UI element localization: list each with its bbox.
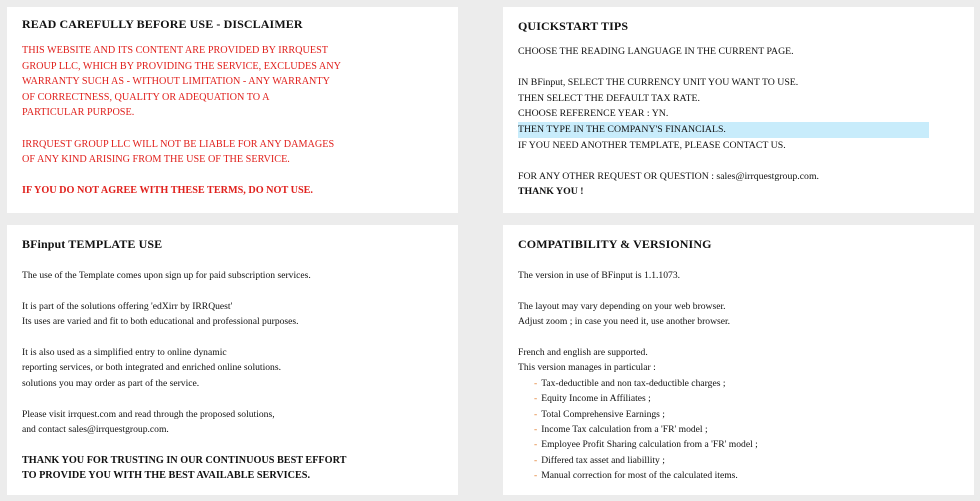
disclaimer-line: OF CORRECTNESS, QUALITY OR ADEQUATION TO A xyxy=(22,91,270,103)
template-line: solutions you may order as part of the service. xyxy=(22,377,200,389)
template-line: It is part of the solutions offering 'edXirr by IRRQuest' xyxy=(22,300,233,312)
bullet-text: Manual correction for most of the calculated items. xyxy=(541,470,738,482)
compat-bullet xyxy=(518,376,758,391)
tips-line: CHOOSE THE READING LANGUAGE IN THE CURRENT PAGE. xyxy=(518,46,794,57)
disclaimer-warning: IF YOU DO NOT AGREE WITH THESE TERMS, DO NOT USE. xyxy=(22,185,313,197)
template-body xyxy=(22,268,346,483)
tips-line: THEN SELECT THE DEFAULT TAX RATE. xyxy=(518,92,700,104)
compat-bullet xyxy=(518,422,758,437)
disclaimer-line: OF ANY KIND ARISING FROM THE USE OF THE SERVICE. xyxy=(22,154,290,166)
template-line: Please visit irrquest.com and read through the proposed solutions, xyxy=(22,408,275,420)
compat-bullet xyxy=(518,437,758,452)
compat-bullet xyxy=(518,453,758,468)
bullet-text: Total Comprehensive Earnings ; xyxy=(541,408,665,420)
compat-bullet xyxy=(518,468,758,483)
compatibility-panel xyxy=(503,225,974,495)
template-thanks-line: THANK YOU FOR TRUSTING IN OUR CONTINUOUS BEST EFFORT xyxy=(22,454,347,466)
compat-body xyxy=(518,268,758,483)
compat-line: The layout may vary depending on your web browser. xyxy=(518,300,726,312)
compat-title: COMPATIBILITY & VERSIONING xyxy=(518,237,712,251)
bullet-dash: - xyxy=(534,377,538,389)
bullet-dash: - xyxy=(534,470,538,482)
compat-bullet xyxy=(518,391,758,406)
tips-contact-line: FOR ANY OTHER REQUEST OR QUESTION : sales@irrquestgroup.com. xyxy=(518,170,820,182)
compat-version-line: The version in use of BFinput is 1.1.1073. xyxy=(518,270,681,281)
template-line: and contact sales@irrquestgroup.com. xyxy=(22,423,169,435)
disclaimer-line: WARRANTY SUCH AS - WITHOUT LIMITATION - ANY WARRANTY xyxy=(22,76,330,88)
template-line: Its uses are varied and fit to both educational and professional purposes. xyxy=(22,316,299,328)
bullet-text: Income Tax calculation from a 'FR' model ; xyxy=(541,423,708,435)
bullet-dash: - xyxy=(534,423,538,435)
bullet-dash: - xyxy=(534,454,538,466)
compat-line: Adjust zoom ; in case you need it, use another browser. xyxy=(518,316,731,328)
tips-line-highlighted: THEN TYPE IN THE COMPANY'S FINANCIALS. xyxy=(518,122,929,138)
tips-line: IN BFinput, SELECT THE CURRENCY UNIT YOU WANT TO USE. xyxy=(518,77,799,89)
bullet-text: Tax-deductible and non tax-deductible charges ; xyxy=(541,377,726,389)
disclaimer-title: READ CAREFULLY BEFORE USE - DISCLAIMER xyxy=(22,17,303,31)
bullet-text: Differed tax asset and liabillity ; xyxy=(541,454,665,466)
disclaimer-line: PARTICULAR PURPOSE. xyxy=(22,107,135,119)
disclaimer-body xyxy=(22,43,341,199)
template-thanks-line: TO PROVIDE YOU WITH THE BEST AVAILABLE SERVICES. xyxy=(22,470,311,482)
tips-line: IF YOU NEED ANOTHER TEMPLATE, PLEASE CONTACT US. xyxy=(518,139,786,151)
template-use-panel xyxy=(7,225,458,495)
bullet-text: Equity Income in Affiliates ; xyxy=(541,393,651,405)
disclaimer-line: THIS WEBSITE AND ITS CONTENT ARE PROVIDED BY IRRQUEST xyxy=(22,45,329,56)
template-line: It is also used as a simplified entry to online dynamic xyxy=(22,346,227,358)
disclaimer-line: IRRQUEST GROUP LLC WILL NOT BE LIABLE FOR ANY DAMAGES xyxy=(22,138,335,150)
disclaimer-line: GROUP LLC, WHICH BY PROVIDING THE SERVICE, EXCLUDES ANY xyxy=(22,60,341,72)
template-line: The use of the Template comes upon sign up for paid subscription services. xyxy=(22,270,311,281)
disclaimer-panel xyxy=(7,7,458,213)
tips-title: QUICKSTART TIPS xyxy=(518,19,629,33)
bullet-dash: - xyxy=(534,439,538,451)
compat-bullet xyxy=(518,407,758,422)
tips-line: CHOOSE REFERENCE YEAR : YN. xyxy=(518,108,669,120)
compat-line: This version manages in particular : xyxy=(518,362,656,374)
compat-line: French and english are supported. xyxy=(518,346,648,358)
bullet-dash: - xyxy=(534,393,538,405)
tips-thanks: THANK YOU ! xyxy=(518,186,584,198)
template-title: BFinput TEMPLATE USE xyxy=(22,237,163,251)
quickstart-tips-panel xyxy=(503,7,974,213)
template-line: reporting services, or both integrated and enriched online solutions. xyxy=(22,362,281,374)
tips-body xyxy=(518,44,929,200)
bullet-text: Employee Profit Sharing calculation from a 'FR' model ; xyxy=(541,439,758,451)
bullet-dash: - xyxy=(534,408,538,420)
